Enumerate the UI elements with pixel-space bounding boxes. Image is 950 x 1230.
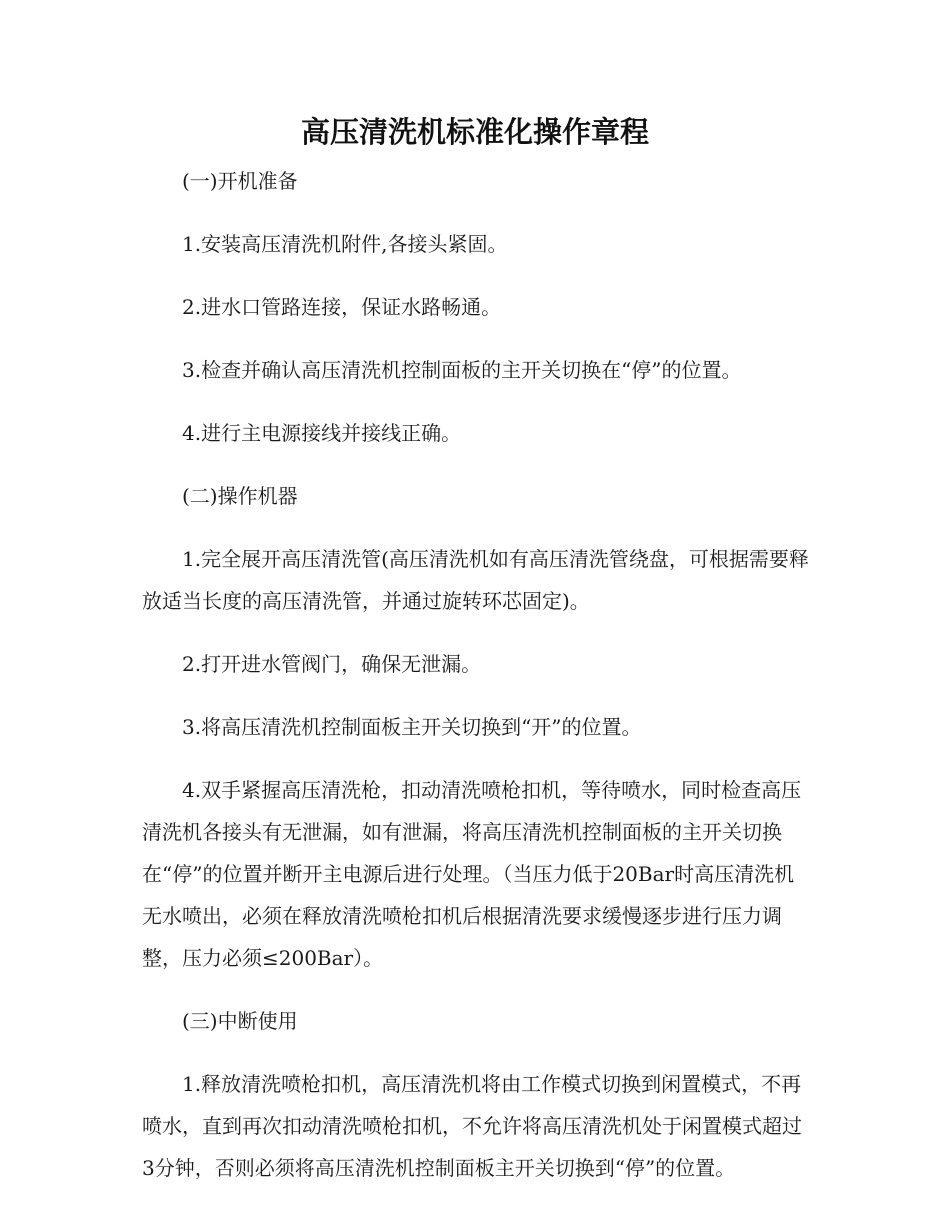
paragraph-operate-4: 4.双手紧握高压清洗枪，扣动清洗喷枪扣机，等待喷水，同时检查高压清洗机各接头有无泄漏，如有泄漏，将高压清洗机控制面板的主开关切换在“停”的位置并断开主电源后进行处理。（当压力低于20Bar时高压清洗机无水喷出，必须在释放清洗喷枪扣机后根据清洗要求缓慢逐步进行压力调整，压力必须≤200Bar）。 <box>142 778 802 970</box>
section-heading-startup-prep: (一)开机准备 <box>182 169 298 193</box>
paragraph-startup-2: 2.进水口管路连接，保证水路畅通。 <box>182 295 502 319</box>
section-heading-operate-machine: (二)操作机器 <box>182 484 298 508</box>
paragraph-operate-1: 1.完全展开高压清洗管(高压清洗机如有高压清洗管绕盘，可根据需要释放适当长度的高压清洗管，并通过旋转环芯固定)。 <box>142 547 809 613</box>
paragraph-startup-4: 4.进行主电源接线并接线正确。 <box>182 421 462 445</box>
section-heading-interrupt-use: (三)中断使用 <box>182 1009 298 1033</box>
document-title: 高压清洗机标准化操作章程 <box>300 115 649 149</box>
document-body <box>142 160 812 1189</box>
paragraph-operate-2: 2.打开进水管阀门，确保无泄漏。 <box>182 652 482 676</box>
paragraph-startup-1: 1.安装高压清洗机附件,各接头紧固。 <box>182 232 508 256</box>
paragraph-startup-3: 3.检查并确认高压清洗机控制面板的主开关切换在“停”的位置。 <box>182 358 742 382</box>
paragraph-interrupt-1: 1.释放清洗喷枪扣机，高压清洗机将由工作模式切换到闲置模式，不再喷水，直到再次扣动清洗喷枪扣机，不允许将高压清洗机处于闲置模式超过3分钟，否则必须将高压清洗机控制面板主开关切换到“停”的位置。 <box>142 1072 802 1180</box>
paragraph-operate-3: 3.将高压清洗机控制面板主开关切换到“开”的位置。 <box>182 715 642 739</box>
